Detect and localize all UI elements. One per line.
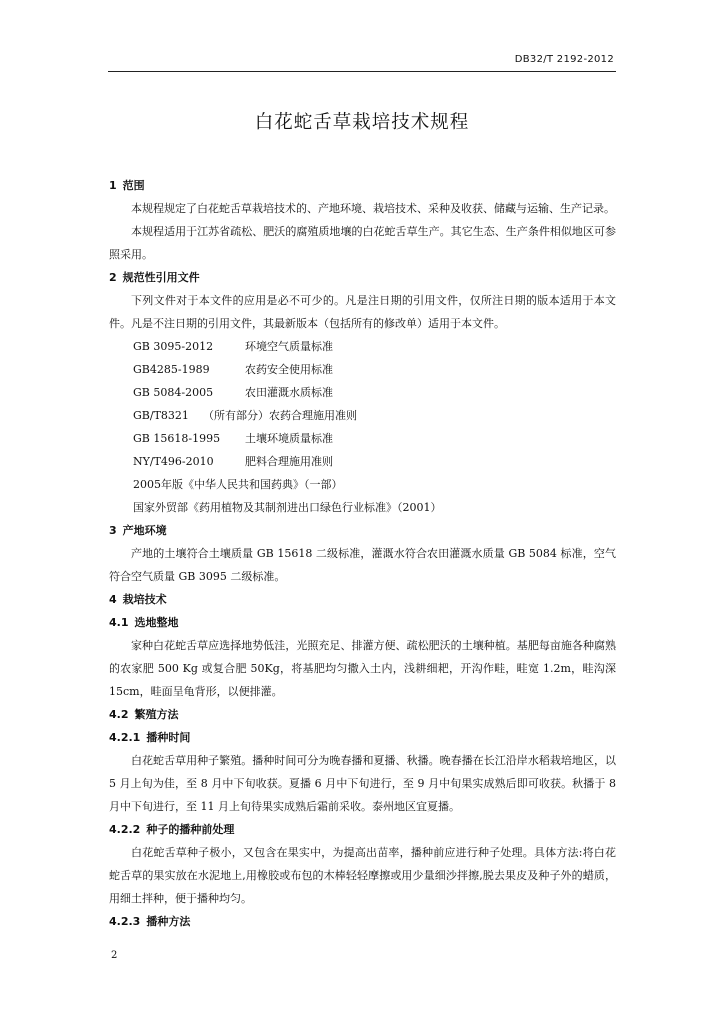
paragraph: 白花蛇舌草用种子繁殖。播种时间可分为晚春播和夏播、秋播。晚春播在长江沿岸水稻栽培地区，以 5 月上旬为佳，至 8 月中下旬收获。夏播 6 月中下旬进行，至 9 月中旬果实成熟后即可收获。秋播于 8 月中下旬进行，至 11 月上旬待果实成熟后霜前采收。泰州地区宜夏播。 <box>109 754 616 813</box>
reference-name: 农药安全使用标准 <box>245 363 333 376</box>
reference-name: 环境空气质量标准 <box>245 340 333 353</box>
section-title: 规范性引用文件 <box>122 271 200 284</box>
subsection-heading <box>109 611 616 634</box>
subsection-heading <box>109 703 616 726</box>
paragraph: 家种白花蛇舌草应选择地势低洼，光照充足、排灌方便、疏松肥沃的土壤种植。基肥每亩施各种腐熟的农家肥 500 Kg 或复合肥 50Kg，将基肥均匀撒入土内，浅耕细耙，开沟作畦，畦宽 1.2m，畦沟深 15cm，畦面呈龟背形，以便排灌。 <box>109 639 616 698</box>
reference-code: NY/T496-2010 <box>133 455 214 468</box>
section-title: 栽培技术 <box>122 593 167 606</box>
standard-code: DB32/T 2192-2012 <box>514 54 614 65</box>
section-title: 播种时间 <box>146 731 191 744</box>
section-number: 4.2 <box>109 708 129 721</box>
reference-name: 肥料合理施用准则 <box>245 455 333 468</box>
subsection-heading <box>109 726 616 749</box>
page-number: 2 <box>111 950 118 961</box>
reference-code: GB/T8321 <box>133 409 189 422</box>
document-body <box>109 174 616 933</box>
document-title: 白花蛇舌草栽培技术规程 <box>254 112 470 133</box>
header-divider <box>108 71 616 72</box>
section-number: 1 <box>109 179 117 192</box>
paragraph: 本规程规定了白花蛇舌草栽培技术的、产地环境、栽培技术、采种及收获、储藏与运输、生产记录。 <box>131 202 615 215</box>
reference-item <box>109 335 616 358</box>
section-number: 4.2.3 <box>109 915 141 928</box>
section-number: 3 <box>109 524 117 537</box>
reference-code: GB 15618-1995 <box>133 432 221 445</box>
section-heading-scope <box>109 174 616 197</box>
reference-item <box>109 427 616 450</box>
section-heading-normative-references <box>109 266 616 289</box>
reference-name: （所有部分）农药合理施用准则 <box>203 409 357 422</box>
reference-item <box>109 404 616 427</box>
section-number: 4 <box>109 593 117 606</box>
reference-name: 农田灌溉水质标准 <box>245 386 333 399</box>
paragraph: 白花蛇舌草种子极小，又包含在果实中，为提高出苗率，播种前应进行种子处理。具体方法:将白花蛇舌草的果实放在水泥地上,用橡胶或布包的木棒轻轻摩擦或用少量细沙拌擦,脱去果皮及种子外的蜡质，用细土拌种，便于播种均匀。 <box>109 846 616 905</box>
reference-item: 国家外贸部《药用植物及其制剂进出口绿色行业标准》（2001） <box>133 501 442 514</box>
subsection-heading <box>109 818 616 841</box>
paragraph: 本规程适用于江苏省疏松、肥沃的腐殖质地壤的白花蛇舌草生产。其它生态、生产条件相似地区可参照采用。 <box>109 225 616 261</box>
reference-code: GB4285-1989 <box>133 363 210 376</box>
section-heading-production-environment <box>109 519 616 542</box>
section-title: 范围 <box>122 179 145 192</box>
paragraph: 产地的土壤符合土壤质量 GB 15618 二级标准，灌溉水符合农田灌溉水质量 GB 5084 标准，空气符合空气质量 GB 3095 二级标准。 <box>109 547 616 583</box>
reference-item <box>109 358 616 381</box>
section-number: 4.2.1 <box>109 731 141 744</box>
reference-item <box>109 450 616 473</box>
section-title: 产地环境 <box>122 524 167 537</box>
section-number: 4.2.2 <box>109 823 141 836</box>
section-title: 种子的播种前处理 <box>146 823 235 836</box>
paragraph: 下列文件对于本文件的应用是必不可少的。凡是注日期的引用文件，仅所注日期的版本适用于本文件。凡是不注日期的引用文件，其最新版本（包括所有的修改单）适用于本文件。 <box>109 294 616 330</box>
section-heading-cultivation <box>109 588 616 611</box>
reference-item <box>109 381 616 404</box>
section-number: 2 <box>109 271 117 284</box>
reference-item: 2005年版《中华人民共和国药典》（一部） <box>133 478 343 491</box>
subsection-heading <box>109 910 616 933</box>
section-title: 选地整地 <box>134 616 179 629</box>
reference-code: GB 3095-2012 <box>133 340 214 353</box>
reference-name: 土壤环境质量标准 <box>245 432 333 445</box>
section-number: 4.1 <box>109 616 129 629</box>
section-title: 繁殖方法 <box>134 708 179 721</box>
reference-code: GB 5084-2005 <box>133 386 214 399</box>
section-title: 播种方法 <box>146 915 191 928</box>
